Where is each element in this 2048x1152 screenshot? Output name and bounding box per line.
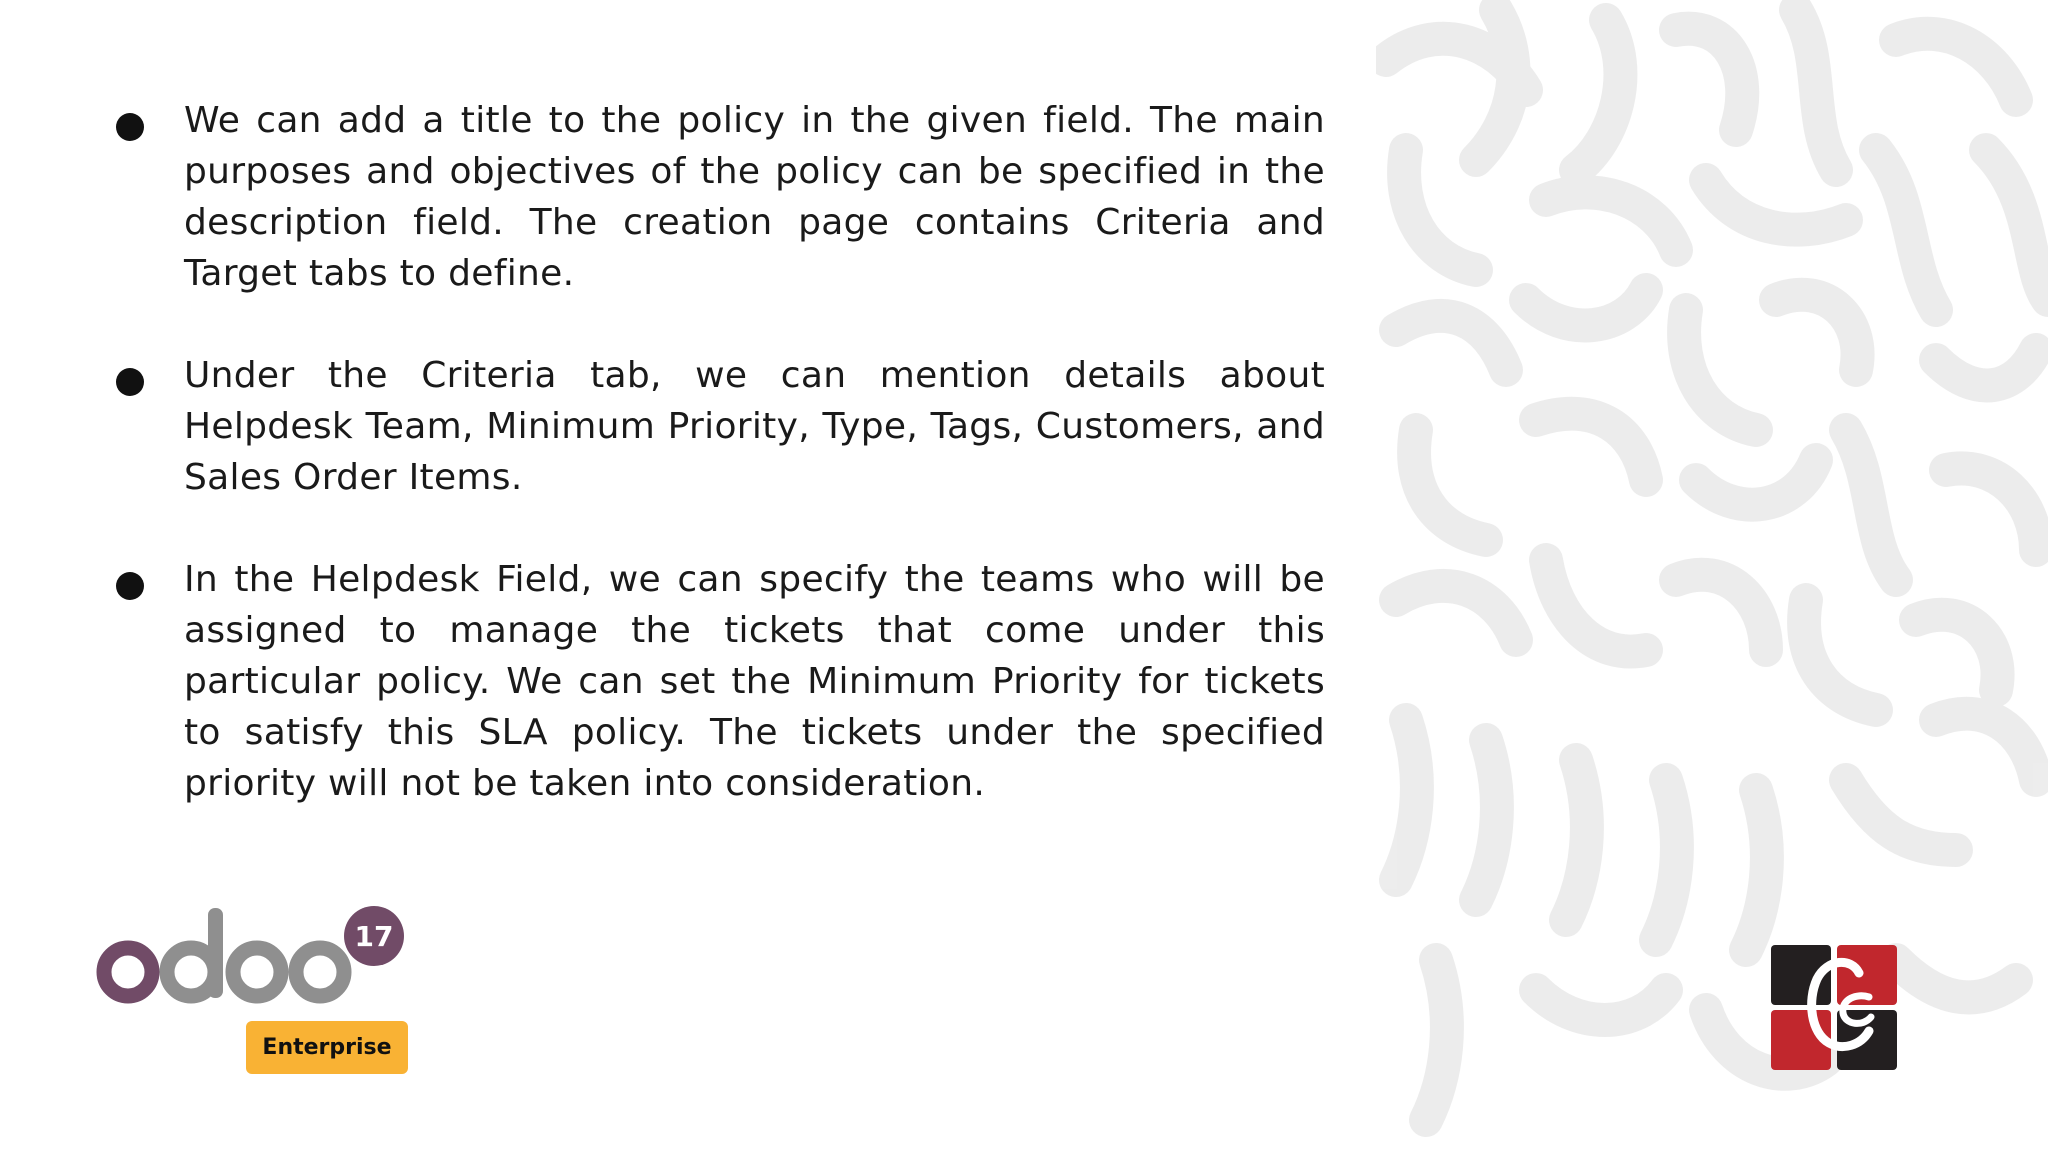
bullet-text: In the Helpdesk Field, we can specify the teams who will be assigned to manage the tickets that come under this particular policy. We can set the Minimum Priority for tickets to satisfy this SLA policy. The tickets under the specified priority will not be taken into consideration. <box>184 559 1325 804</box>
bullet-icon <box>116 572 144 600</box>
bullet-text: We can add a title to the policy in the given field. The main purposes and objectives of the policy can be specified in the description field. The creation page contains Criteria and Target tabs to define. <box>184 100 1325 294</box>
decorative-squiggle-pattern <box>1376 0 2048 1152</box>
bullet-icon <box>116 113 144 141</box>
list-item <box>110 95 1325 299</box>
list-item <box>110 554 1325 809</box>
cybrosys-logo-icon <box>1771 945 1897 1070</box>
bullet-text: Under the Criteria tab, we can mention details about Helpdesk Team, Minimum Priority, Type, Tags, Customers, and Sales Order Items. <box>184 355 1325 498</box>
enterprise-badge: Enterprise <box>246 1021 408 1074</box>
version-number: 17 <box>354 920 394 953</box>
bullet-list <box>110 95 1325 860</box>
bullet-icon <box>116 368 144 396</box>
list-item <box>110 350 1325 503</box>
